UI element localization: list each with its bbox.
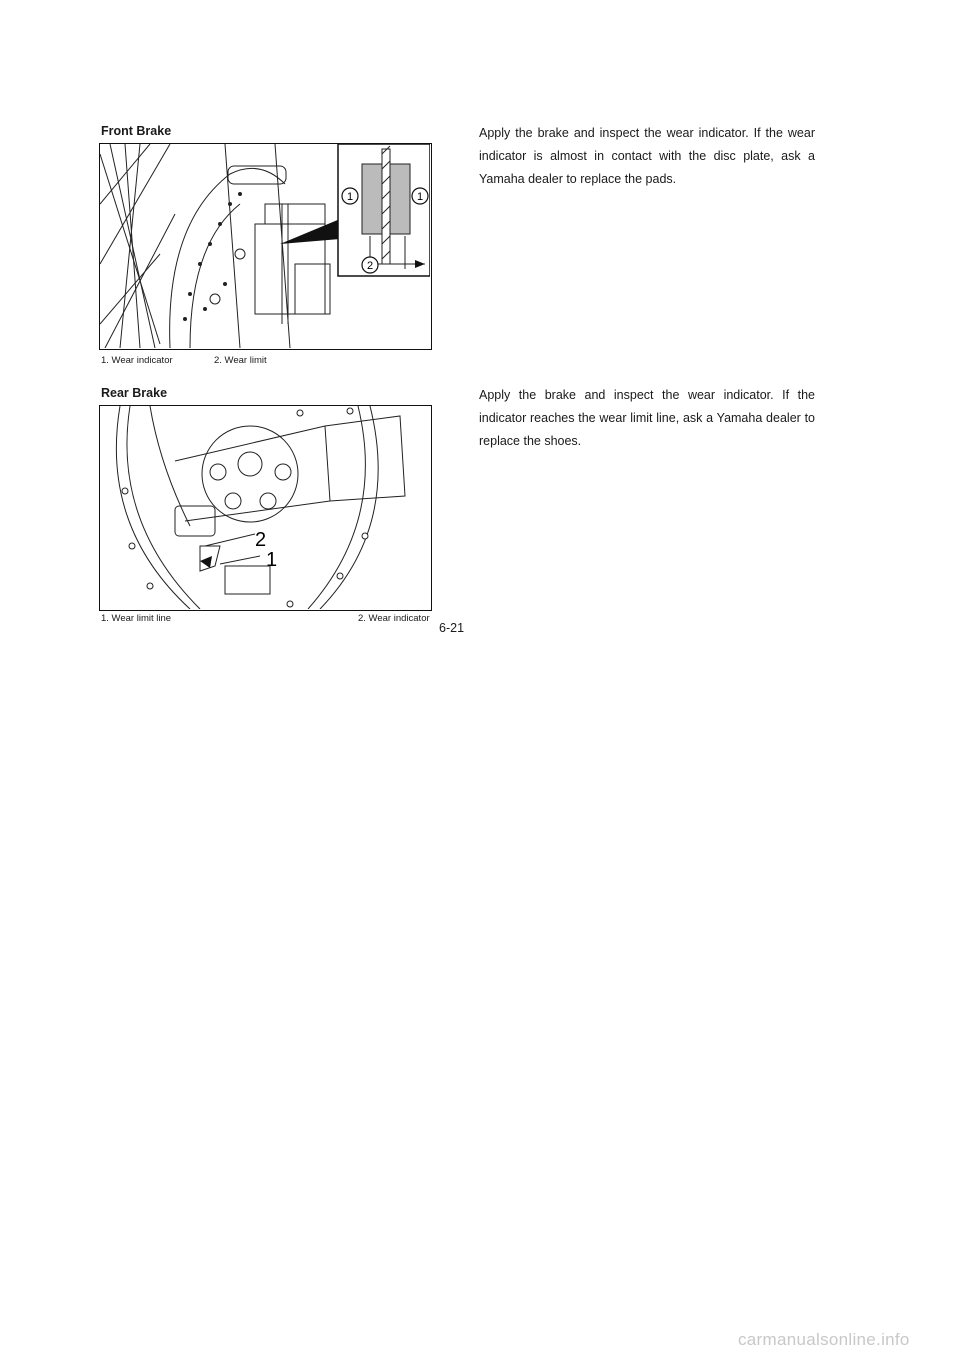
rear-brake-heading: Rear Brake — [101, 386, 168, 400]
front-brake-illustration — [99, 143, 432, 350]
footer-watermark: carmanualsonline.info — [738, 1330, 910, 1349]
rear-brake-illustration — [99, 405, 432, 611]
rear-caption-1: 1. Wear limit line — [101, 613, 172, 624]
front-brake-drawing — [100, 144, 430, 348]
rear-callout-2: 2 — [255, 529, 267, 551]
page-number: 6-21 — [439, 621, 465, 635]
rear-callout-1: 1 — [266, 549, 278, 571]
rear-brake-drawing — [100, 406, 430, 609]
front-caption-2: 2. Wear limit — [214, 355, 267, 366]
front-brake-text: Apply the brake and inspect the wear indicator. If the wear indicator is almost in contact with the disc plate, ask a Yamaha dealer to replace the pads. — [479, 126, 815, 186]
front-callout-2: 2 — [366, 260, 374, 272]
front-brake-heading: Front Brake — [101, 124, 172, 138]
front-callout-1-right: 1 — [416, 191, 424, 203]
front-callout-1-left: 1 — [346, 191, 354, 203]
rear-brake-text: Apply the brake and inspect the wear indicator. If the indicator reaches the wear limit line, ask a Yamaha dealer to replace the shoes. — [479, 388, 815, 448]
rear-caption-2: 2. Wear indicator — [358, 613, 430, 624]
front-caption-1: 1. Wear indicator — [101, 355, 173, 366]
